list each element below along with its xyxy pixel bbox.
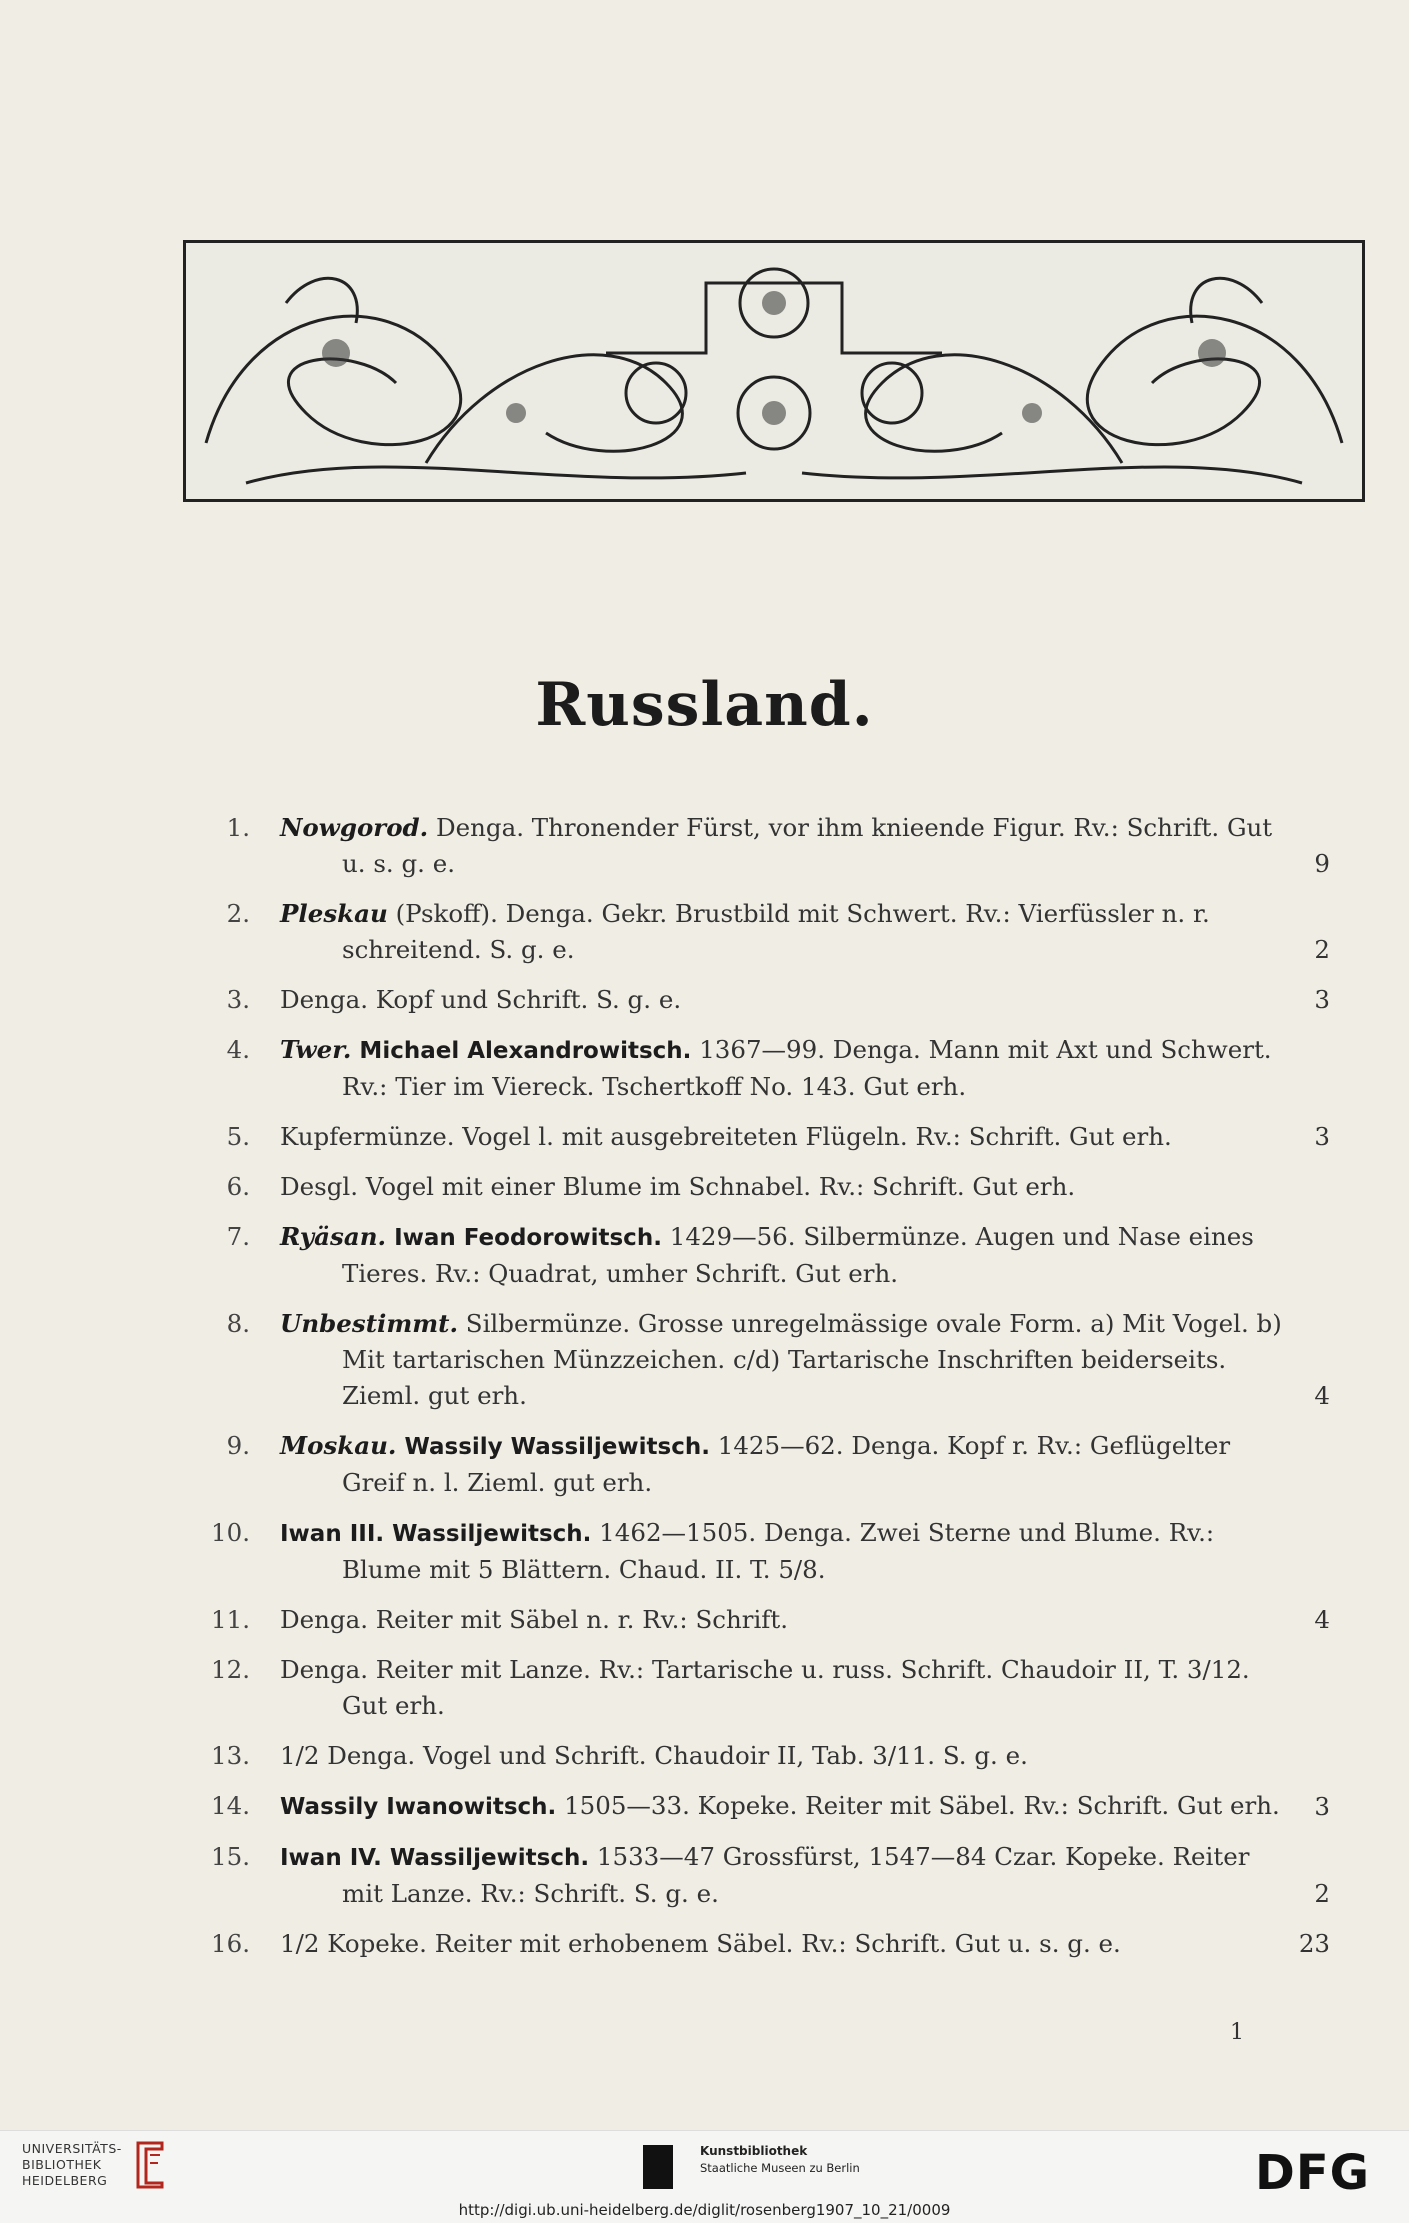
entry-number: 11. — [211, 1605, 250, 1634]
entry-description — [280, 982, 1330, 1018]
kunstbibliothek-logo-icon — [643, 2145, 673, 2189]
entry-number: 13. — [211, 1741, 250, 1770]
entry-price: 9 — [1314, 849, 1330, 878]
entry-number: 10. — [211, 1518, 250, 1547]
entry-description — [280, 1839, 1330, 1912]
catalog-entry — [200, 810, 1330, 882]
entry-ruler-name: Michael Alexandrowitsch. — [351, 1038, 692, 1064]
permalink-url[interactable]: http://digi.ub.uni-heidelberg.de/diglit/rosenberg1907_10_21/0009 — [458, 2201, 951, 2219]
entry-place-name: Ryäsan. — [280, 1222, 387, 1251]
entry-price: 3 — [1314, 1792, 1330, 1821]
entry-text: Kupfermünze. Vogel l. mit ausgebreiteten Flügeln. Rv.: Schrift. Gut erh. — [280, 1122, 1172, 1151]
entry-description — [280, 1306, 1330, 1414]
entry-number: 5. — [226, 1122, 250, 1151]
entry-description — [280, 1032, 1330, 1105]
entry-price: 3 — [1314, 1122, 1330, 1151]
entry-place-name: Moskau. — [280, 1431, 397, 1460]
entry-place-name: Unbestimmt. — [280, 1309, 459, 1338]
entry-number: 3. — [226, 985, 250, 1014]
entry-number: 6. — [226, 1172, 250, 1201]
entry-price: 4 — [1314, 1605, 1330, 1634]
entry-ruler-name: Wassily Wassiljewitsch. — [396, 1434, 710, 1460]
entry-text: Denga. Reiter mit Lanze. Rv.: Tartarische u. russ. Schrift. Chaudoir II, T. 3/12. Gut erh. — [280, 1655, 1250, 1720]
entry-text: 1/2 Denga. Vogel und Schrift. Chaudoir II, Tab. 3/11. S. g. e. — [280, 1741, 1028, 1770]
entry-text: (Pskoff). Denga. Gekr. Brustbild mit Schwert. Rv.: Vierfüssler n. r. schreitend. S. g. e. — [342, 899, 1210, 964]
catalog-entry — [200, 896, 1330, 968]
entry-text: Denga. Thronender Fürst, vor ihm knieende Figur. Rv.: Schrift. Gut u. s. g. e. — [342, 813, 1273, 878]
entry-description — [280, 1738, 1330, 1774]
entry-place-name: Pleskau — [280, 899, 388, 928]
entry-text: 1533—47 Grossfürst, 1547—84 Czar. Kopeke. Reiter mit Lanze. Rv.: Schrift. S. g. e. — [342, 1842, 1250, 1908]
entry-description — [280, 1428, 1330, 1501]
entry-number: 7. — [226, 1222, 250, 1251]
entry-number: 1. — [226, 813, 250, 842]
catalog-entry — [200, 1428, 1330, 1501]
catalog-entry — [200, 1306, 1330, 1414]
entry-description — [280, 1169, 1330, 1205]
entry-text: 1429—56. Silbermünze. Augen und Nase eines Tieres. Rv.: Quadrat, umher Schrift. Gut erh. — [342, 1222, 1254, 1288]
entry-text: Denga. Kopf und Schrift. S. g. e. — [280, 985, 682, 1014]
entry-text: Silbermünze. Grosse unregelmässige ovale Form. a) Mit Vogel. b) Mit tartarischen Münzzeichen. c/d) Tartarische Inschriften beiderseits. Zieml. gut erh. — [342, 1309, 1282, 1410]
entry-place-name: Nowgorod. — [280, 813, 429, 842]
catalog-entry — [200, 1738, 1330, 1774]
catalog-entry — [200, 1169, 1330, 1205]
entry-ruler-name: Iwan Feodorowitsch. — [386, 1225, 662, 1251]
entry-ruler-name: Wassily Iwanowitsch. — [280, 1794, 557, 1820]
kunstbibliothek-label: Kunstbibliothek Staatliche Museen zu Berlin — [700, 2144, 860, 2175]
catalog-entry — [200, 1839, 1330, 1912]
entry-description — [280, 1119, 1330, 1155]
entry-number: 4. — [226, 1035, 250, 1064]
entry-description — [280, 810, 1330, 882]
entry-number: 8. — [226, 1309, 250, 1338]
page-title: Russland. — [535, 670, 874, 740]
page-number: 1 — [1230, 2020, 1244, 2045]
university-library-label: UNIVERSITÄTS- BIBLIOTHEK HEIDELBERG — [22, 2141, 122, 2188]
entry-description — [280, 1926, 1330, 1962]
entry-number: 2. — [226, 899, 250, 928]
entry-price: 2 — [1314, 1879, 1330, 1908]
entry-description — [280, 1652, 1330, 1724]
footer-bar — [0, 2130, 1409, 2223]
catalog-entries-list — [200, 810, 1330, 1976]
catalog-entry — [200, 1219, 1330, 1292]
entry-place-name: Twer. — [280, 1035, 352, 1064]
catalog-entry — [200, 1788, 1330, 1825]
entry-price: 23 — [1298, 1929, 1330, 1958]
catalog-entry — [200, 1515, 1330, 1588]
entry-price: 4 — [1314, 1381, 1330, 1410]
entry-description — [280, 1219, 1330, 1292]
catalog-entry — [200, 982, 1330, 1018]
entry-price: 2 — [1314, 935, 1330, 964]
entry-text: 1425—62. Denga. Kopf r. Rv.: Geflügelter Greif n. l. Zieml. gut erh. — [342, 1431, 1231, 1497]
entry-text: Denga. Reiter mit Säbel n. r. Rv.: Schrift. — [280, 1605, 789, 1634]
entry-description — [280, 1788, 1330, 1825]
entry-text: 1462—1505. Denga. Zwei Sterne und Blume. Rv.: Blume mit 5 Blättern. Chaud. II. T. 5/8. — [342, 1518, 1215, 1584]
entry-description — [280, 1515, 1330, 1588]
university-logo-icon — [132, 2139, 168, 2191]
entry-description — [280, 896, 1330, 968]
entry-number: 14. — [211, 1791, 250, 1820]
ornament-illustration — [186, 243, 1362, 499]
catalog-entry — [200, 1119, 1330, 1155]
entry-number: 16. — [211, 1929, 250, 1958]
entry-price: 3 — [1314, 985, 1330, 1014]
entry-ruler-name: Iwan IV. Wassiljewitsch. — [280, 1845, 590, 1871]
entry-text: Desgl. Vogel mit einer Blume im Schnabel. Rv.: Schrift. Gut erh. — [280, 1172, 1076, 1201]
entry-text: 1505—33. Kopeke. Reiter mit Säbel. Rv.: Schrift. Gut erh. — [556, 1791, 1280, 1820]
entry-number: 12. — [211, 1655, 250, 1684]
dfg-logo: DFG — [1255, 2145, 1371, 2201]
entry-ruler-name: Iwan III. Wassiljewitsch. — [280, 1521, 592, 1547]
catalog-entry — [200, 1032, 1330, 1105]
ornamental-header-banner — [183, 240, 1365, 502]
entry-number: 9. — [226, 1431, 250, 1460]
catalog-entry — [200, 1602, 1330, 1638]
catalog-entry — [200, 1926, 1330, 1962]
catalog-entry — [200, 1652, 1330, 1724]
entry-text: 1367—99. Denga. Mann mit Axt und Schwert. Rv.: Tier im Viereck. Tschertkoff No. 143. Gut erh. — [342, 1035, 1272, 1101]
entry-description — [280, 1602, 1330, 1638]
entry-number: 15. — [211, 1842, 250, 1871]
entry-text: 1/2 Kopeke. Reiter mit erhobenem Säbel. Rv.: Schrift. Gut u. s. g. e. — [280, 1929, 1121, 1958]
